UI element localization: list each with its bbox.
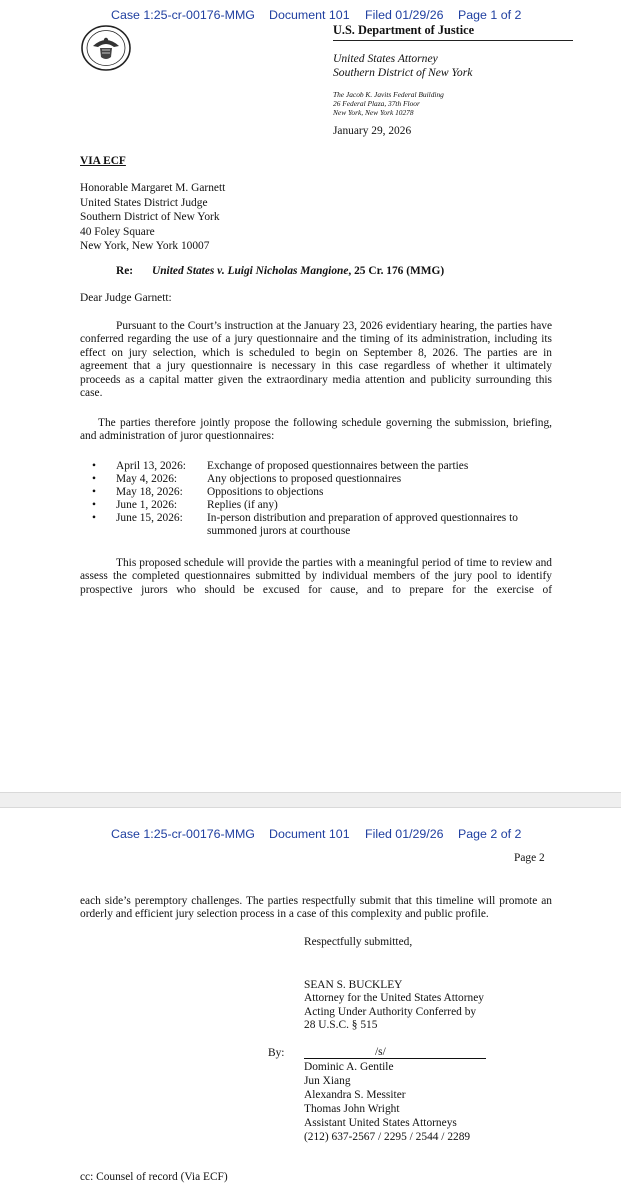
closing: Respectfully submitted, — [304, 936, 413, 948]
schedule-item: • May 18, 2026: Oppositions to objections — [92, 486, 562, 499]
address-line-1: The Jacob K. Javits Federal Building — [333, 90, 444, 99]
schedule-date: May 4, 2026: — [116, 473, 178, 485]
schedule-description: Replies (if any) — [207, 499, 278, 511]
office-line-2: Southern District of New York — [333, 66, 473, 79]
ecf-document-number: Document 101 — [269, 8, 350, 22]
attorney-line: Thomas John Wright — [304, 1102, 400, 1115]
schedule-item: • May 4, 2026: Any objections to proposed questionnaires — [92, 473, 562, 486]
schedule-description: Any objections to proposed questionnaires — [207, 473, 402, 485]
attorney-line: Jun Xiang — [304, 1074, 351, 1087]
schedule-description: In-person distribution and preparation of approved questionnaires to summoned jurors at courthouse — [207, 512, 518, 537]
re-subject — [152, 265, 444, 277]
attorney-line: (212) 637-2567 / 2295 / 2544 / 2289 — [304, 1130, 471, 1143]
by-label: By: — [268, 1047, 285, 1059]
salutation: Dear Judge Garnett: — [80, 292, 172, 304]
schedule-date: April 13, 2026: — [116, 460, 186, 472]
agency-name: U.S. Department of Justice — [333, 23, 475, 37]
schedule-date: June 15, 2026: — [116, 512, 183, 524]
signatory-line: SEAN S. BUCKLEY — [304, 979, 403, 991]
recipient-block — [80, 181, 225, 254]
schedule-list — [92, 460, 562, 538]
letter-date: January 29, 2026 — [333, 125, 412, 137]
via-ecf-heading: VIA ECF — [80, 155, 126, 167]
schedule-item: • June 15, 2026: In-person distribution and preparation of approved questionnaires to summoned jurors at courthouse — [92, 512, 562, 538]
signatory-line: Acting Under Authority Conferred by — [304, 1005, 477, 1018]
ecf-page-number: Page 2 of 2 — [458, 827, 522, 841]
recipient-line: Honorable Margaret M. Garnett — [80, 182, 226, 194]
body-paragraph-1: Pursuant to the Court’s instruction at the January 23, 2026 evidentiary hearing, the parties have conferred regarding the use of a jury questionnaire and the timing of its administration, including its effect on jury selection, which is scheduled to begin on September 8, 2026. The parties are in agreement that a jury questionnaire is necessary in this case regardless of whether it ultimately proceeds as a capital matter given the extraordinary media attention and publicity surrounding this case. — [80, 320, 552, 400]
continuation-paragraph: each side’s peremptory challenges. The parties respectfully submit that this timeline will promote an orderly and efficient jury selection process in a case of this complexity and public profile. — [80, 895, 552, 921]
letterhead-rule — [333, 40, 573, 41]
recipient-line: United States District Judge — [80, 196, 208, 209]
doj-seal-icon — [80, 24, 132, 72]
signature: /s/ — [375, 1046, 386, 1058]
page-label: Page 2 — [514, 852, 545, 864]
re-label: Re: — [116, 265, 134, 277]
recipient-line: Southern District of New York — [80, 211, 220, 224]
attorney-line: Dominic A. Gentile — [304, 1061, 394, 1073]
schedule-item: • June 1, 2026: Replies (if any) — [92, 499, 562, 512]
attorney-line: Assistant United States Attorneys — [304, 1116, 457, 1129]
ecf-document-number: Document 101 — [269, 827, 350, 841]
signatory-line: Attorney for the United States Attorney — [304, 992, 484, 1005]
body-paragraph-3: This proposed schedule will provide the parties with a meaningful period of time to review and assess the completed questionnaires submitted by individual members of the jury pool to identify prospective jurors who should be excused for cause, and to prepare for the exercise of — [80, 557, 552, 596]
recipient-line: New York, New York 10007 — [80, 240, 210, 253]
schedule-date: May 18, 2026: — [116, 486, 183, 498]
page-separator — [0, 792, 621, 808]
office-line-1: United States Attorney — [333, 52, 438, 65]
ecf-filed-date: Filed 01/29/26 — [365, 8, 444, 22]
schedule-date: June 1, 2026: — [116, 499, 178, 511]
ecf-case-number: Case 1:25-cr-00176-MMG — [111, 827, 255, 841]
ecf-filed-date: Filed 01/29/26 — [365, 827, 444, 841]
schedule-item: • April 13, 2026: Exchange of proposed questionnaires between the parties — [92, 460, 562, 473]
attorney-block — [304, 1061, 470, 1144]
ecf-page-number: Page 1 of 2 — [458, 8, 522, 22]
schedule-description: Oppositions to objections — [207, 486, 324, 498]
schedule-description: Exchange of proposed questionnaires between the parties — [207, 460, 469, 472]
re-case-name: United States v. Luigi Nicholas Mangione — [152, 265, 349, 277]
signature-line — [304, 1058, 486, 1059]
address-line-2: 26 Federal Plaza, 37th Floor — [333, 99, 420, 108]
cc-line: cc: Counsel of record (Via ECF) — [80, 1171, 228, 1183]
body-paragraph-2: The parties therefore jointly propose the following schedule governing the submission, briefing, and administration of juror questionnaires: — [80, 417, 552, 443]
signatory-block — [304, 979, 484, 1033]
attorney-line: Alexandra S. Messiter — [304, 1088, 406, 1101]
ecf-case-number: Case 1:25-cr-00176-MMG — [111, 8, 255, 22]
address-line-3: New York, New York 10278 — [333, 108, 414, 117]
signatory-line: 28 U.S.C. § 515 — [304, 1019, 378, 1032]
re-citation: , 25 Cr. 176 (MMG) — [348, 265, 445, 277]
recipient-line: 40 Foley Square — [80, 225, 155, 238]
